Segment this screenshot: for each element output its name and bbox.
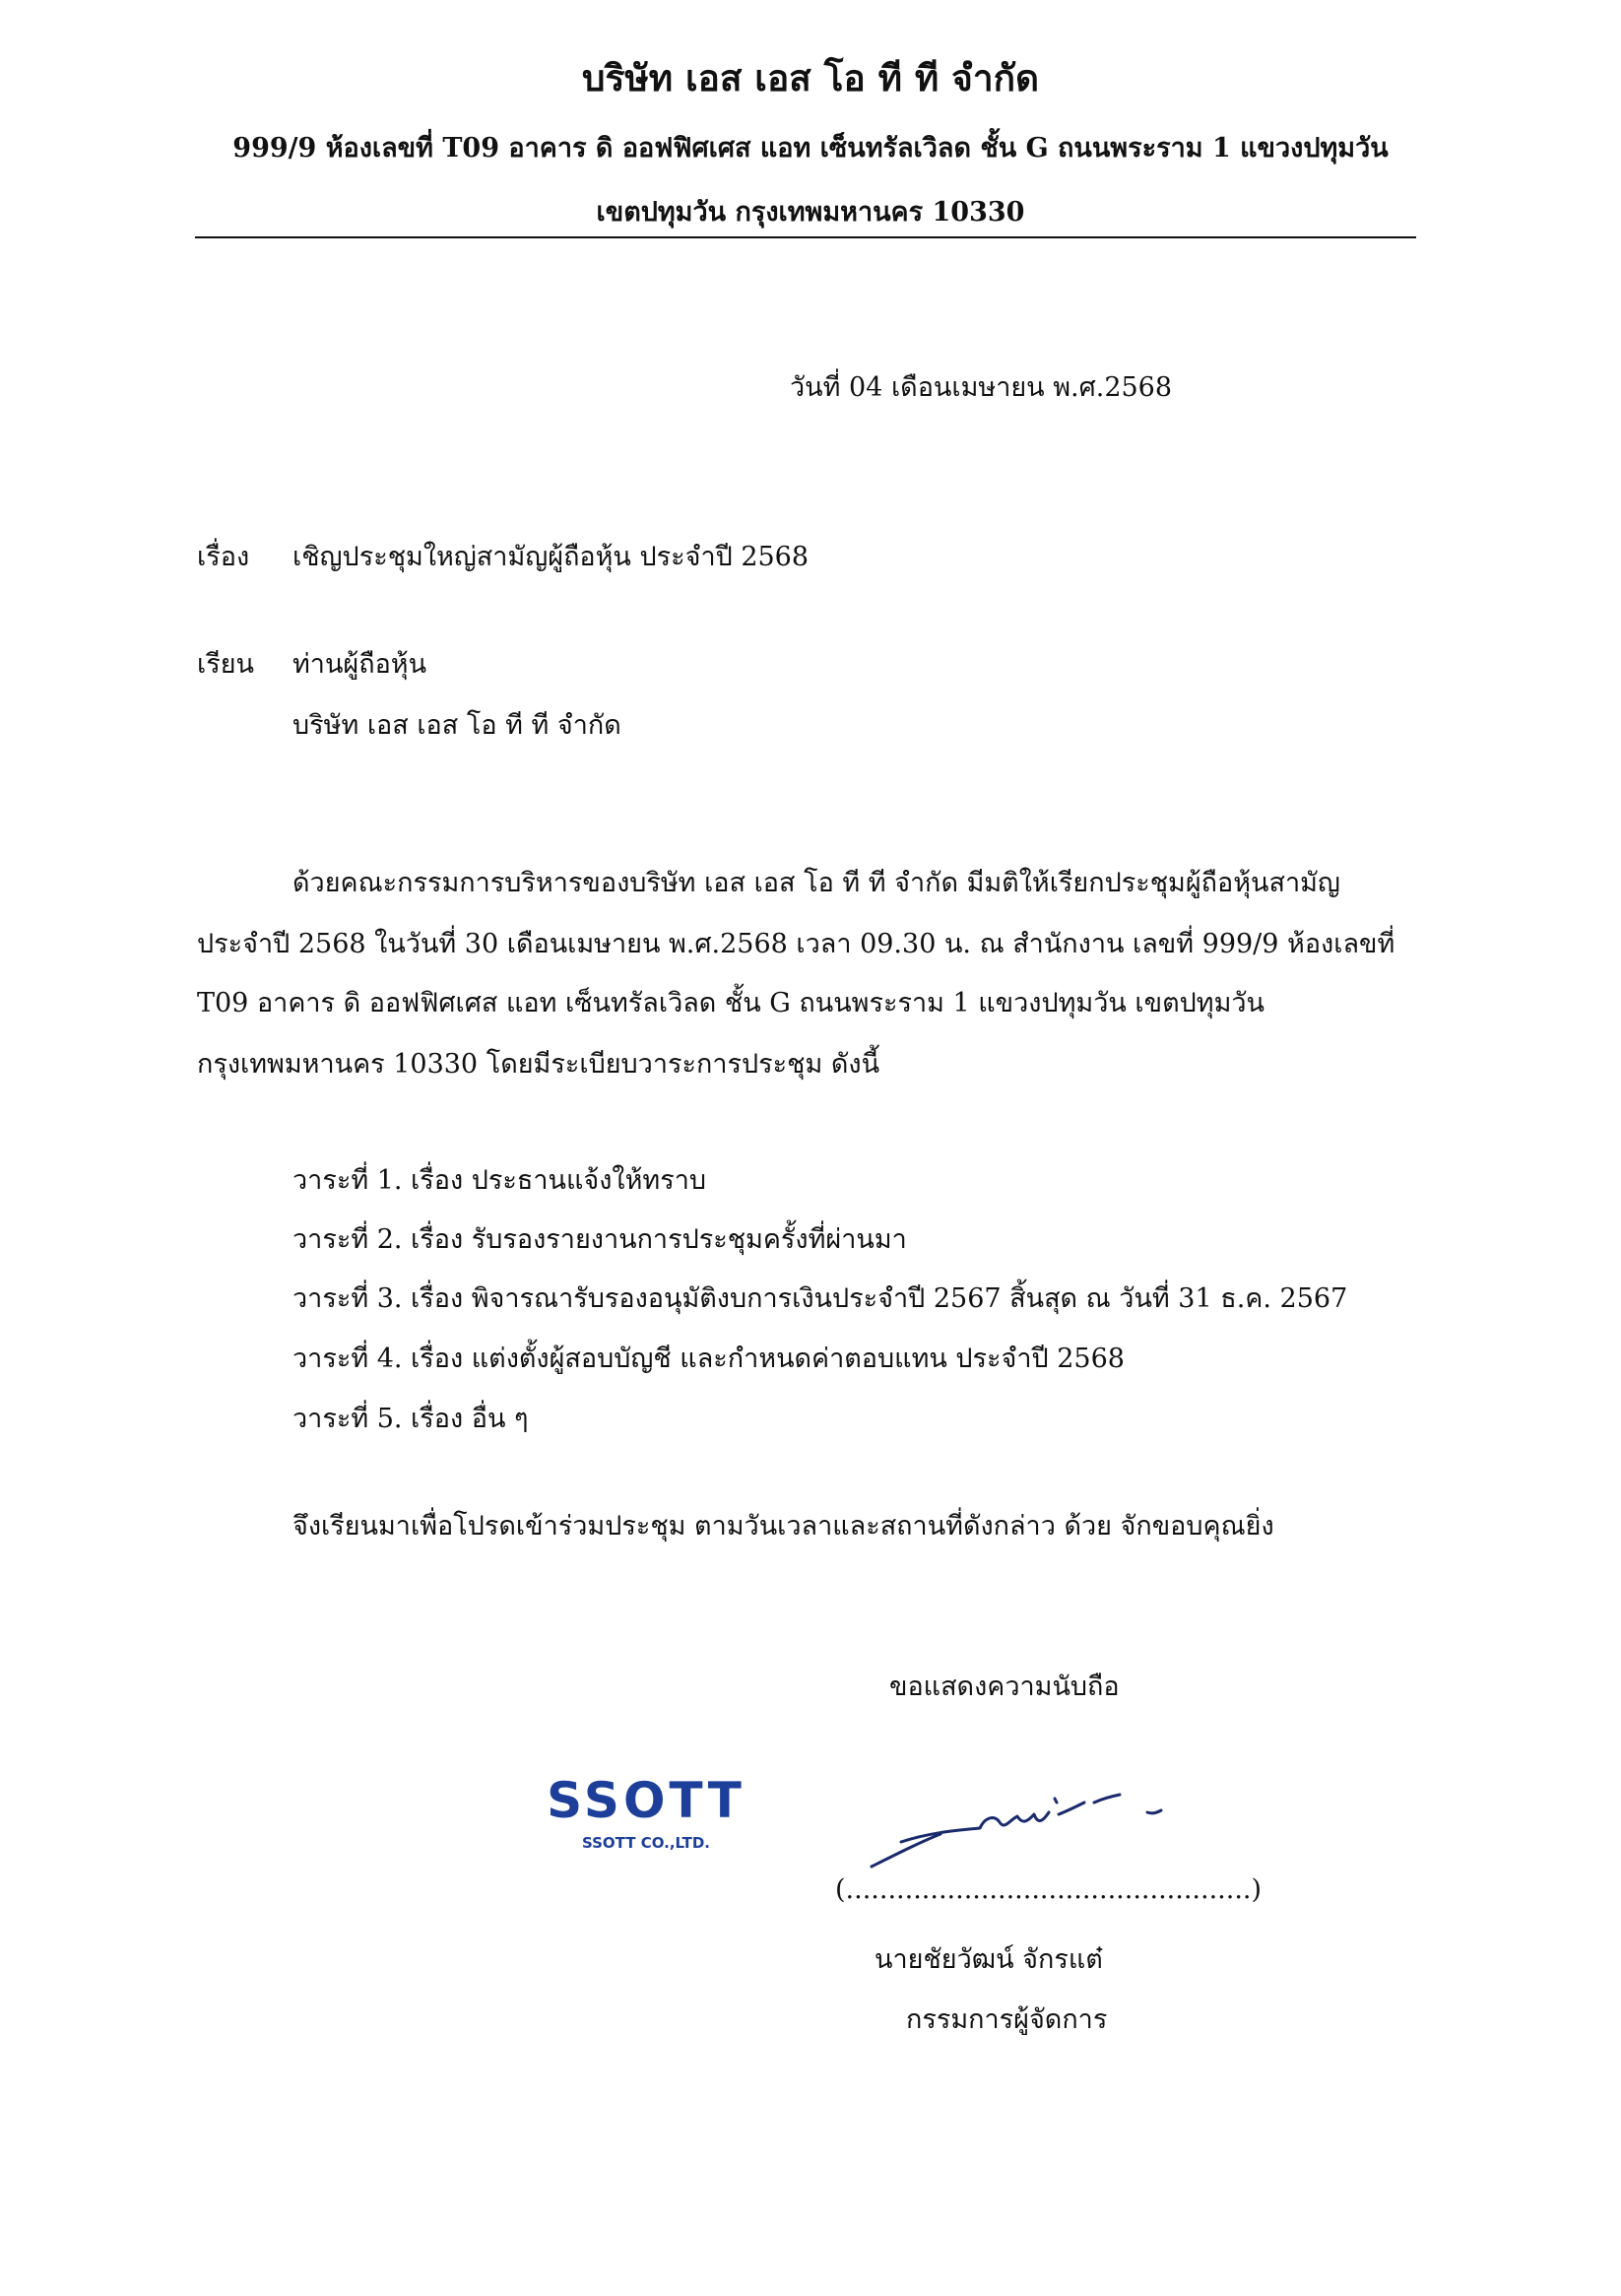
closing-sentence: จึงเรียนมาเพื่อโปรดเข้าร่วมประชุม ตามวันเวลาและสถานที่ดังกล่าว ด้วย จักขอบคุณยิ่ง [292,1511,1274,1542]
subject-label: เรื่อง [197,542,250,572]
header-divider [195,236,1416,238]
paragraph-line: กรุงเทพมหานคร 10330 โดยมีระเบียบวาระการประชุม ดังนี้ [197,1049,880,1080]
logo-wordmark: SSOTT [547,1772,746,1829]
agenda-item: วาระที่ 3. เรื่อง พิจารณารับรองอนุมัติงบการเงินประจำปี 2567 สิ้นสุด ณ วันที่ 31 ธ.ค. 2567 [292,1283,1348,1314]
paragraph-line: ด้วยคณะกรรมการบริหารของบริษัท เอส เอส โอ ที ที จำกัด มีมติให้เรียกประชุมผู้ถือหุ้นสามัญ [292,868,1340,898]
signature [862,1773,1197,1881]
signer-title: กรรมการผู้จัดการ [906,2004,1108,2035]
letter-date: วันที่ 04 เดือนเมษายน พ.ศ.2568 [790,372,1173,403]
paragraph-line: T09 อาคาร ดิ ออฟฟิศเศส แอท เซ็นทรัลเวิลด ชั้น G ถนนพระราม 1 แขวงปทุมวัน เขตปทุมวัน [197,988,1264,1018]
addressee-line1: ท่านผู้ถือหุ้น [292,649,427,680]
paragraph-line: ประจำปี 2568 ในวันที่ 30 เดือนเมษายน พ.ศ.2568 เวลา 09.30 น. ณ สำนักงาน เลขที่ 999/9 ห้องเลขที่ [197,929,1395,959]
logo-subtext: SSOTT CO.,LTD. [582,1834,710,1852]
company-logo [524,1773,768,1862]
subject-text: เชิญประชุมใหญ่สามัญผู้ถือหุ้น ประจำปี 2568 [292,542,810,572]
company-address-line2: เขตปทุมวัน กรุงเทพมหานคร 10330 [596,197,1025,228]
signer-name: นายชัยวัฒน์ จักรแต๋ [875,1944,1103,1975]
signature-line: (................................................) [835,1874,1263,1905]
agenda-item: วาระที่ 1. เรื่อง ประธานแจ้งให้ทราบ [292,1165,706,1196]
addressee-line2: บริษัท เอส เอส โอ ที ที จำกัด [292,710,621,741]
company-name: บริษัท เอส เอส โอ ที ที จำกัด [581,56,1040,99]
addressee-label: เรียน [197,649,255,680]
company-address-line1: 999/9 ห้องเลขที่ T09 อาคาร ดิ ออฟฟิศเศส แอท เซ็นทรัลเวิลด ชั้น G ถนนพระราม 1 แขวงปทุมวัน [232,133,1389,164]
agenda-item: วาระที่ 5. เรื่อง อื่น ๆ [292,1404,529,1434]
regards-text: ขอแสดงความนับถือ [889,1672,1120,1702]
agenda-item: วาระที่ 4. เรื่อง แต่งตั้งผู้สอบบัญชี และกำหนดค่าตอบแทน ประจำปี 2568 [292,1344,1125,1374]
agenda-item: วาระที่ 2. เรื่อง รับรองรายงานการประชุมครั้งที่ผ่านมา [292,1224,907,1255]
